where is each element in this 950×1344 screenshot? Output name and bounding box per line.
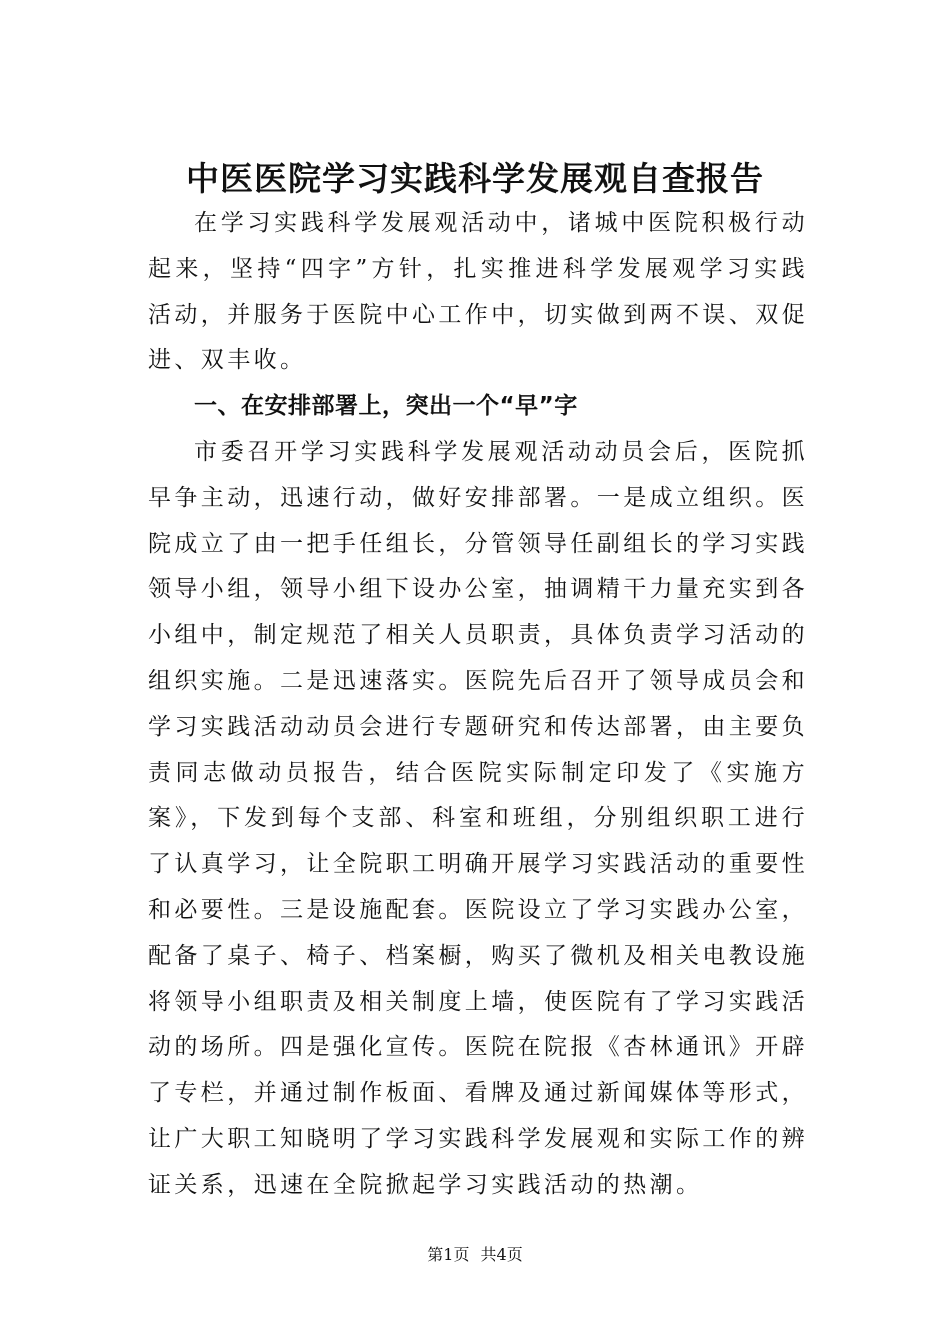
section-paragraph: 市委召开学习实践科学发展观活动动员会后，医院抓早争主动，迅速行动，做好安排部署。一是成立组织。医院成立了由一把手任组长，分管领导任副组长的学习实践领导小组，领导小组下设办公室，抽调精干力量充实到各小组中，制定规范了相关人员职责，具体负责学习活动的组织实施。二是迅速落实。医院先后召开了领导成员会和学习实践活动动员会进行专题研究和传达部署，由主要负责同志做动员报告，结合医院实际制定印发了《实施方案》，下发到每个支部、科室和班组，分别组织职工进行了认真学习，让全院职工明确开展学习实践活动的重要性和必要性。三是设施配套。医院设立了学习实践办公室，配备了桌子、椅子、档案橱，购买了微机及相关电教设施将领导小组职责及相关制度上墙，使医院有了学习实践活动的场所。四是强化宣传。医院在院报《杏林通讯》开辟了专栏，并通过制作板面、看牌及通过新闻媒体等形式，让广大职工知晓明了学习实践科学发展观和实际工作的辨证关系，迅速在全院掀起学习实践活动的热潮。 — [148, 438, 808, 1198]
document-body — [148, 201, 808, 1209]
page-total: 共4页 — [480, 1245, 523, 1264]
intro-paragraph: 在学习实践科学发展观活动中，诸城中医院积极行动起来，坚持“四字”方针，扎实推进科学发展观学习实践活动，并服务于医院中心工作中，切实做到两不误、双促进、双丰收。 — [148, 210, 808, 374]
section-heading: 一、在安排部署上，突出一个“早”字 — [194, 393, 578, 420]
page-footer — [0, 1243, 950, 1267]
page-number: 第1页 — [427, 1245, 470, 1264]
document-title: 中医医院学习实践科学发展观自查报告 — [186, 159, 764, 199]
